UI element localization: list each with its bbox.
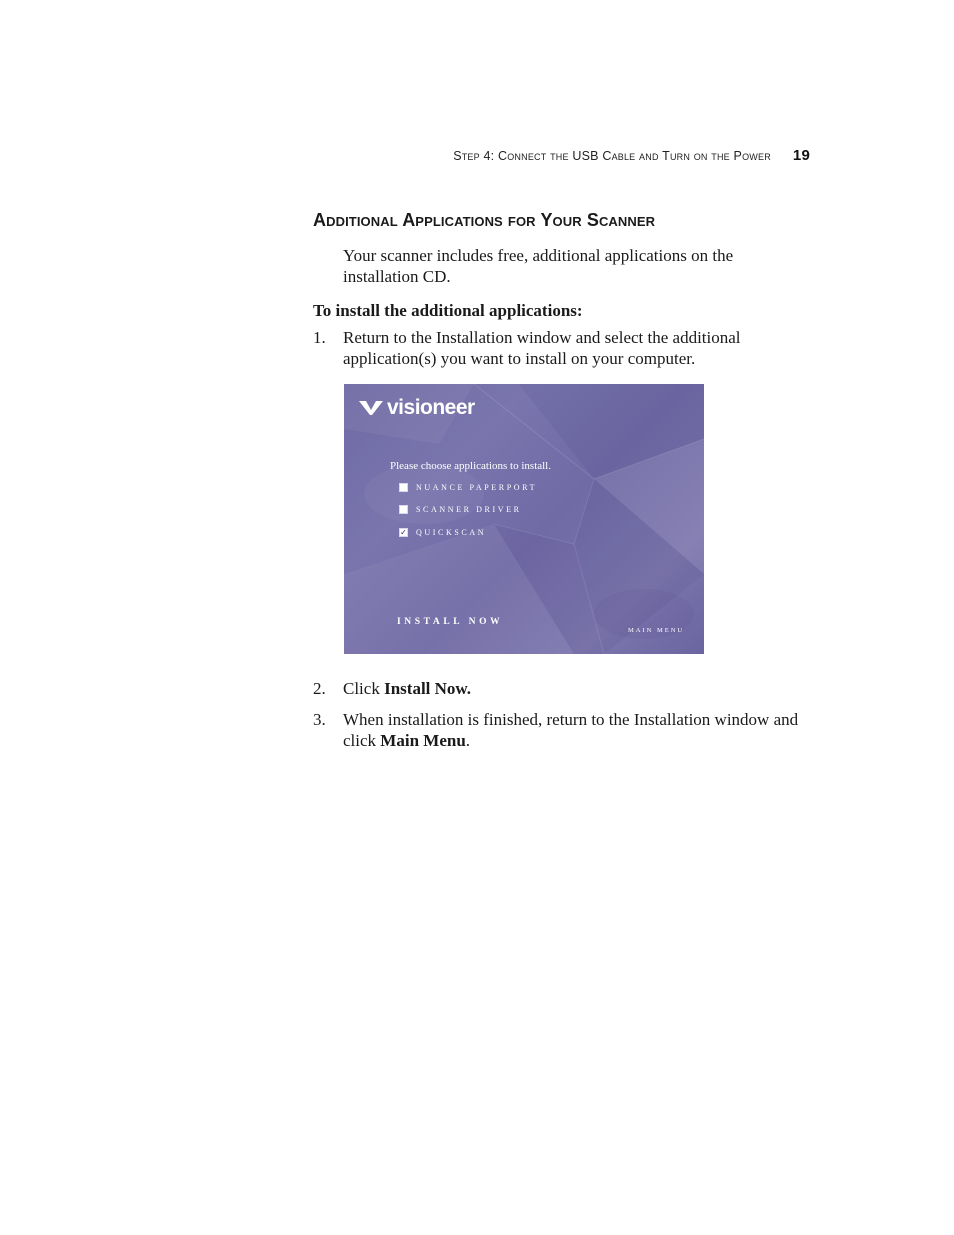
- option-label: QUICKSCAN: [416, 528, 487, 537]
- checkbox-checked[interactable]: ✓: [400, 528, 407, 537]
- running-header: [330, 147, 810, 164]
- intro-paragraph: Your scanner includes free, additional applications on the installation CD.: [343, 246, 734, 286]
- checkbox-unchecked[interactable]: [399, 483, 408, 492]
- ui-term-main-menu: Main Menu: [380, 731, 466, 750]
- main-menu-button[interactable]: MAIN MENU: [628, 627, 685, 634]
- ui-term-install-now: Install Now.: [384, 679, 472, 698]
- step-text: [343, 678, 813, 699]
- step-3: [313, 709, 813, 751]
- checkbox-unchecked[interactable]: [399, 505, 408, 514]
- install-now-button[interactable]: INSTALL NOW: [397, 617, 504, 627]
- step-text: Return to the Installation window and select the additional application(s) you want to install on your computer.: [343, 328, 741, 368]
- step-text-plain: Click: [343, 679, 385, 698]
- page-number: 19: [792, 147, 810, 164]
- visioneer-logo: [358, 397, 475, 419]
- option-nuance-paperport[interactable]: [399, 483, 537, 492]
- step-2: [313, 678, 813, 699]
- marble-background: [344, 384, 704, 654]
- logo-text: visioneer: [387, 396, 475, 419]
- step-number: 3.: [313, 710, 326, 729]
- option-scanner-driver[interactable]: [399, 505, 522, 514]
- running-title: Step 4: Connect the USB Cable and Turn on the Power: [453, 149, 771, 163]
- installer-screenshot: [344, 384, 704, 654]
- visioneer-v-icon: [358, 400, 384, 416]
- option-quickscan[interactable]: [399, 528, 486, 537]
- option-label: SCANNER DRIVER: [416, 505, 522, 514]
- procedure-title: To install the additional applications:: [313, 301, 583, 320]
- step-1: [313, 327, 813, 369]
- step-number: 1.: [313, 328, 326, 347]
- step-text: [343, 709, 813, 751]
- step-text-plain: .: [465, 731, 471, 750]
- option-label: NUANCE PAPERPORT: [416, 483, 538, 492]
- step-number: 2.: [313, 679, 326, 698]
- step-text-plain: When installation is finished, return to the Installation window and click: [343, 710, 799, 750]
- section-title: Additional Applications for Your Scanner: [313, 210, 656, 230]
- install-prompt: Please choose applications to install.: [390, 460, 551, 472]
